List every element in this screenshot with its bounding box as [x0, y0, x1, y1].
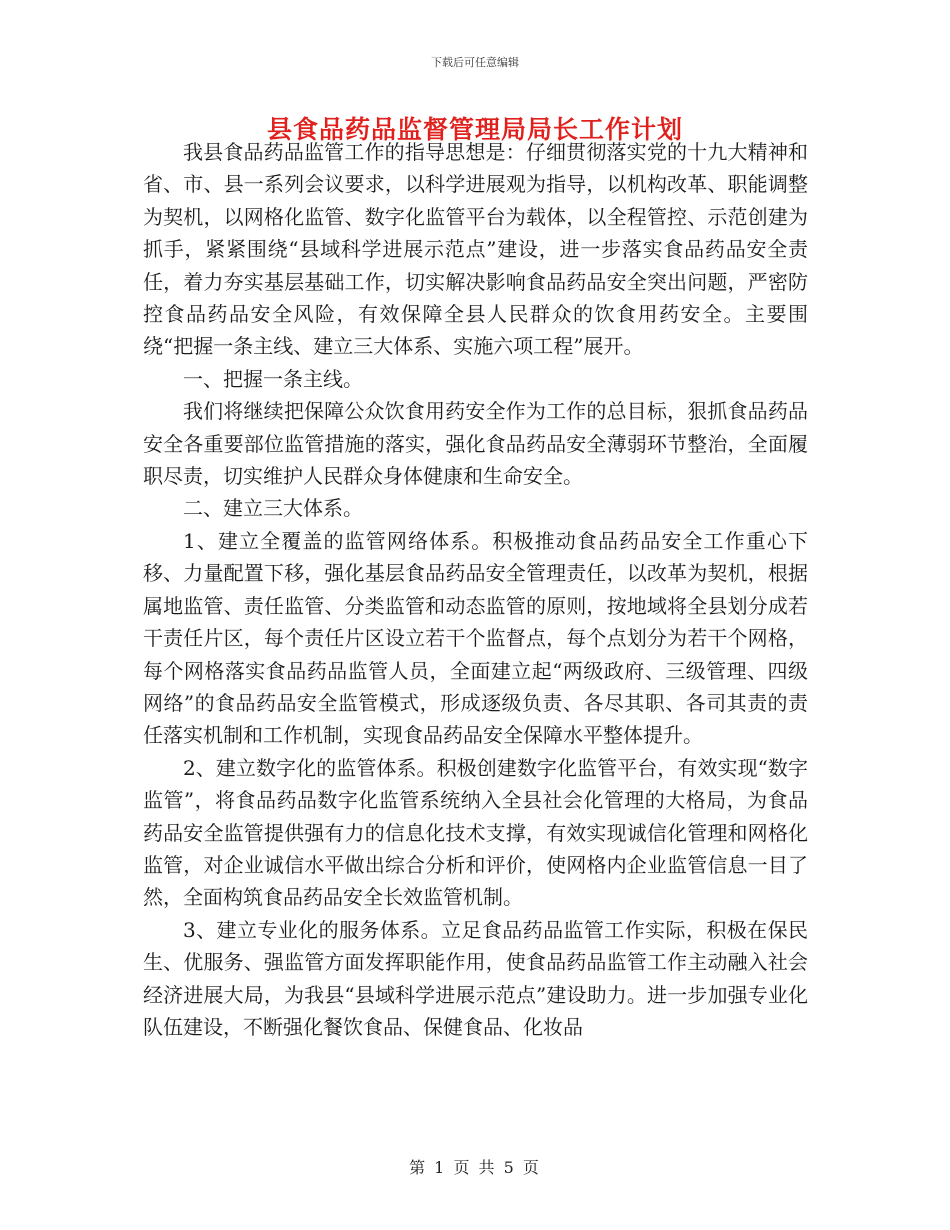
document-title: 县食品药品监督管理局局长工作计划: [266, 115, 683, 144]
page-number: 第 1 页 共 5 页: [409, 1158, 541, 1177]
section-heading-one: 一、把握一条主线。: [183, 366, 363, 391]
section-heading-two: 二、建立三大体系。: [183, 496, 363, 521]
paragraph-main-line: 我们将继续把保障公众饮食用药安全作为工作的总目标，狠抓食品药品安全各重要部位监管措施的落实，强化食品药品安全薄弱环节整治，全面履职尽责，切实维护人民群众身体健康和生命安全。: [143, 399, 808, 489]
paragraph-network-system: 1、建立全覆盖的监管网络体系。积极推动食品药品安全工作重心下移、力量配置下移，强化基层食品药品安全管理责任，以改革为契机，根据属地监管、责任监管、分类监管和动态监管的原则，按地域将全县划分成若干责任片区，每个责任片区设立若干个监督点，每个点划分为若干个网格，每个网格落实食品药品监管人员，全面建立起“两级政府、三级管理、四级网络”的食品药品安全监管模式，形成逐级负责、各尽其职、各司其责的责任落实机制和工作机制，实现食品药品安全保障水平整体提升。: [143, 528, 808, 748]
document-body: [143, 136, 808, 1043]
page-header-note: 下载后可任意编辑: [431, 56, 519, 69]
paragraph-guiding-ideology: 我县食品药品监管工作的指导思想是：仔细贯彻落实党的十九大精神和省、市、县一系列会议要求，以科学进展观为指导，以机构改革、职能调整为契机，以网格化监管、数字化监管平台为载体，以全程管控、示范创建为抓手，紧紧围绕“县域科学进展示范点”建设，进一步落实食品药品安全责任，着力夯实基层基础工作，切实解决影响食品药品安全突出问题，严密防控食品药品安全风险，有效保障全县人民群众的饮食用药安全。主要围绕“把握一条主线、建立三大体系、实施六项工程”展开。: [143, 140, 808, 359]
paragraph-service-system: 3、建立专业化的服务体系。立足食品药品监管工作实际，积极在保民生、优服务、强监管方面发挥职能作用，使食品药品监管工作主动融入社会经济进展大局，为我县“县域科学进展示范点”建设助力。进一步加强专业化队伍建设，不断强化餐饮食品、保健食品、化妆品: [143, 917, 808, 1039]
paragraph-digital-system: 2、建立数字化的监管体系。积极创建数字化监管平台，有效实现“数字监管”，将食品药品数字化监管系统纳入全县社会化管理的大格局，为食品药品安全监管提供强有力的信息化技术支撑，有效实现诚信化管理和网格化监管，对企业诚信水平做出综合分析和评价，使网格内企业监管信息一目了然，全面构筑食品药品安全长效监管机制。: [143, 755, 808, 910]
